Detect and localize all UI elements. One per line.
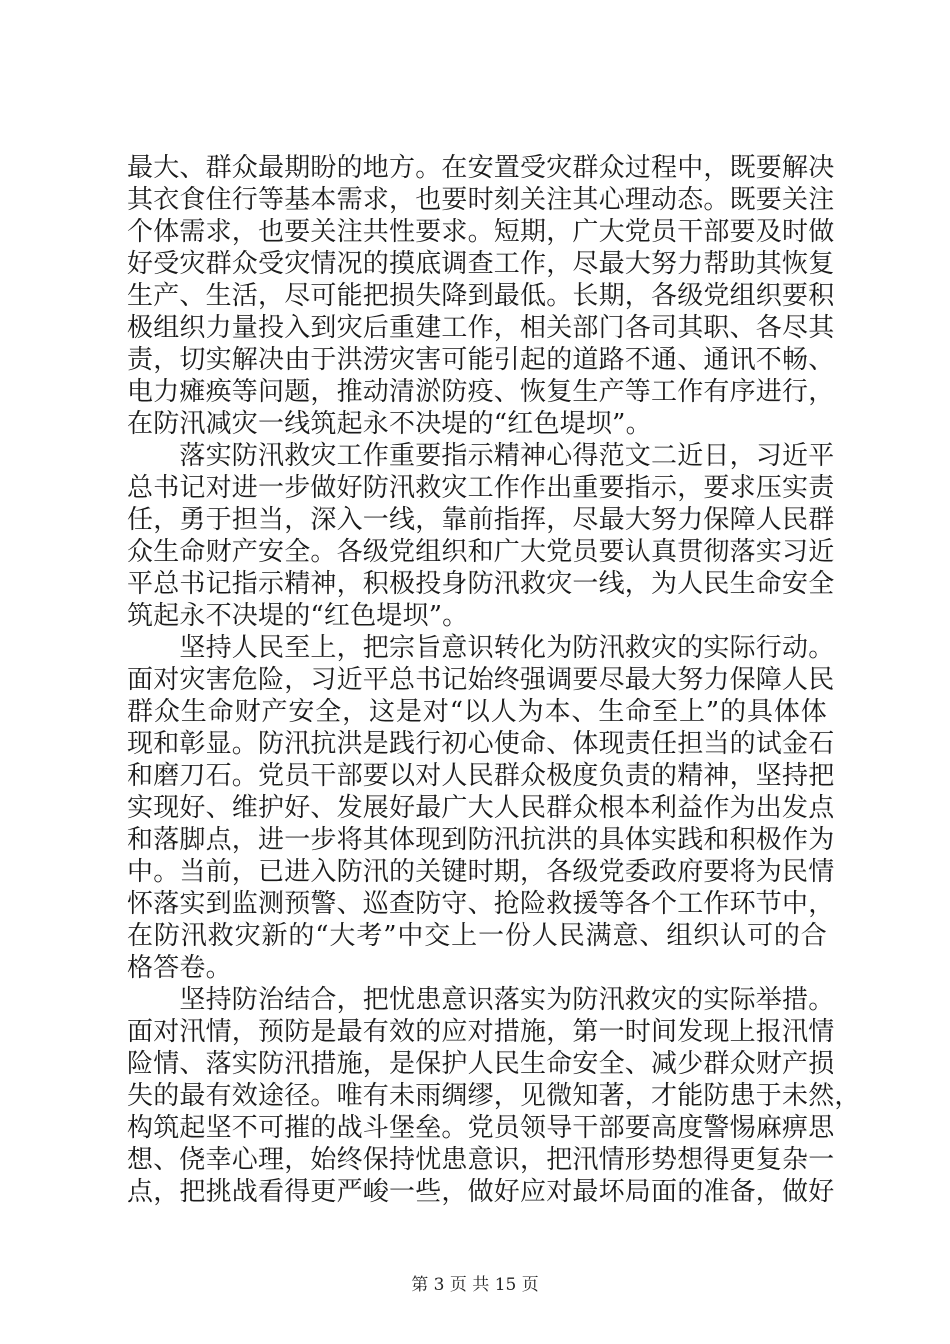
- text-line: 任，勇于担当，深入一线，靠前指挥，尽最大努力保障人民群: [127, 505, 835, 535]
- text-line: 个体需求，也要关注共性要求。短期，广大党员干部要及时做: [127, 217, 835, 247]
- text-line: 最大、群众最期盼的地方。在安置受灾群众过程中，既要解决: [127, 153, 835, 183]
- text-line: 责，切实解决由于洪涝灾害可能引起的道路不通、通讯不畅、: [127, 345, 835, 375]
- text-line: 中。当前，已进入防汛的关键时期，各级党委政府要将为民情: [127, 857, 835, 887]
- text-line: 格答卷。: [127, 953, 232, 983]
- text-line: 实现好、维护好、发展好最广大人民群众根本利益作为出发点: [127, 793, 835, 823]
- text-line: 落实防汛救灾工作重要指示精神心得范文二近日，习近平: [127, 441, 835, 471]
- text-line: 险情、落实防汛措施，是保护人民生命安全、减少群众财产损: [127, 1049, 835, 1079]
- text-line: 想、侥幸心理，始终保持忧患意识，把汛情形势想得更复杂一: [127, 1145, 835, 1175]
- text-line: 极组织力量投入到灾后重建工作，相关部门各司其职、各尽其: [127, 313, 835, 343]
- body-text: [127, 152, 861, 1208]
- text-line: 在防汛减灾一线筑起永不决堤的“红色堤坝”。: [127, 409, 652, 439]
- text-line: 失的最有效途径。唯有未雨绸缪，见微知著，才能防患于未然，: [127, 1081, 861, 1111]
- text-line: 现和彰显。防汛抗洪是践行初心使命、体现责任担当的试金石: [127, 729, 835, 759]
- page-number-footer: 第 3 页 共 15 页: [411, 1275, 539, 1295]
- text-line: 在防汛救灾新的“大考”中交上一份人民满意、组织认可的合: [127, 921, 827, 951]
- text-line: 筑起永不决堤的“红色堤坝”。: [127, 601, 469, 631]
- text-line: 电力瘫痪等问题，推动清淤防疫、恢复生产等工作有序进行，: [127, 377, 835, 407]
- text-line: 众生命财产安全。各级党组织和广大党员要认真贯彻落实习近: [127, 537, 835, 567]
- text-line: 坚持人民至上，把宗旨意识转化为防汛救灾的实际行动。: [127, 633, 835, 663]
- text-line: 其衣食住行等基本需求，也要时刻关注其心理动态。既要关注: [127, 185, 835, 215]
- text-line: 总书记对进一步做好防汛救灾工作作出重要指示，要求压实责: [127, 473, 835, 503]
- text-line: 生产、生活，尽可能把损失降到最低。长期，各级党组织要积: [127, 281, 835, 311]
- text-line: 平总书记指示精神，积极投身防汛救灾一线，为人民生命安全: [127, 569, 835, 599]
- text-line: 好受灾群众受灾情况的摸底调查工作，尽最大努力帮助其恢复: [127, 249, 835, 279]
- text-line: 面对汛情，预防是最有效的应对措施，第一时间发现上报汛情: [127, 1017, 835, 1047]
- text-line: 面对灾害危险，习近平总书记始终强调要尽最大努力保障人民: [127, 665, 835, 695]
- text-line: 和磨刀石。党员干部要以对人民群众极度负责的精神，坚持把: [127, 761, 835, 791]
- text-line: 群众生命财产安全，这是对“以人为本、生命至上”的具体体: [127, 697, 827, 727]
- text-line: 怀落实到监测预警、巡查防守、抢险救援等各个工作环节中，: [127, 889, 835, 919]
- text-line: 坚持防治结合，把忧患意识落实为防汛救灾的实际举措。: [127, 985, 835, 1015]
- text-line: 点，把挑战看得更严峻一些，做好应对最坏局面的准备，做好: [127, 1177, 835, 1207]
- text-line: 和落脚点，进一步将其体现到防汛抗洪的具体实践和积极作为: [127, 825, 835, 855]
- text-line: 构筑起坚不可摧的战斗堡垒。党员领导干部要高度警惕麻痹思: [127, 1113, 835, 1143]
